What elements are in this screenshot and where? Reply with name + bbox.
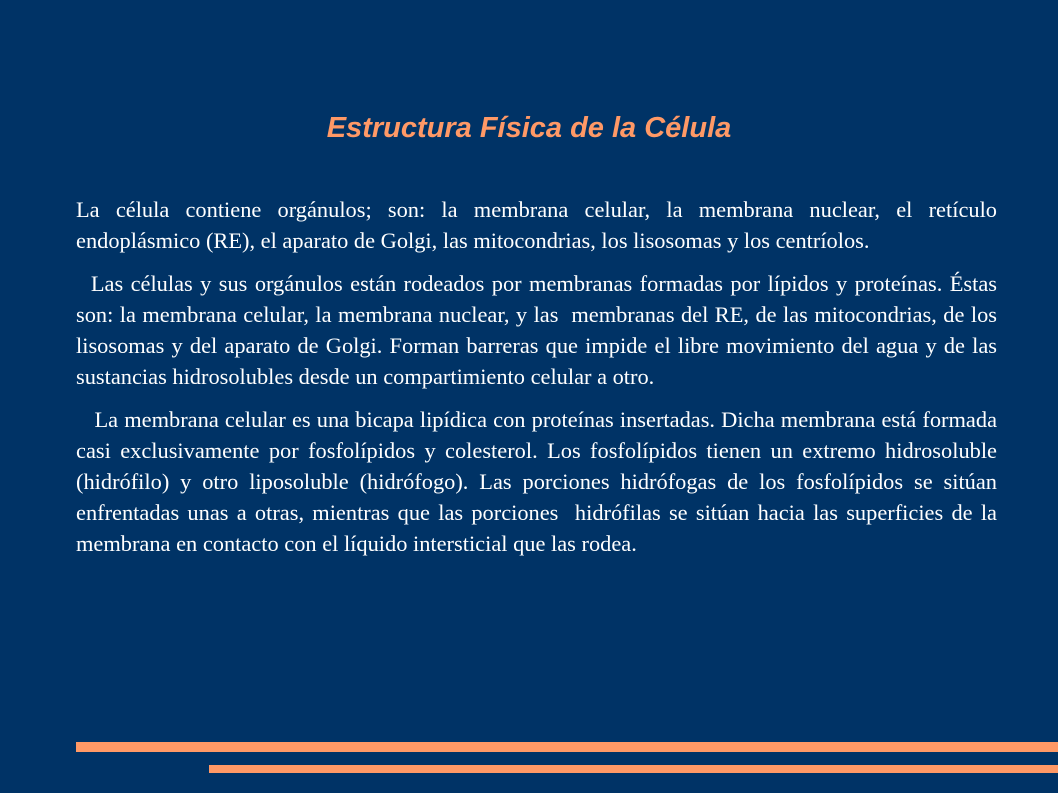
paragraph-cell-membrane: La membrana celular es una bicapa lipídica con proteínas insertadas. Dicha membrana está formada casi exclusivamente por fosfolípidos y colesterol. Los fosfolípidos tienen un extremo hidrosoluble (hidrófilo) y otro liposoluble (hidrófogo). Las porciones hidrófogas de los fosfolípidos se sitúan enfrentadas unas a otras, mientras que las porciones hidrófilas se sitúan hacia las superficies de la membrana en contacto con el líquido intersticial que las rodea. (76, 407, 1003, 556)
paragraph-organelles: La célula contiene orgánulos; son: la membrana celular, la membrana nuclear, el retículo endoplásmico (RE), el aparato de Golgi, las mitocondrias, los lisosomas y los centríolos. (76, 197, 1003, 253)
decorative-bar-bottom (209, 765, 1058, 773)
decorative-bar-top (76, 742, 1058, 752)
slide-title: Estructura Física de la Célula (326, 112, 732, 144)
paragraph-membranes: Las células y sus orgánulos están rodeados por membranas formadas por lípidos y proteínas. Éstas son: la membrana celular, la membrana nuclear, y las membranas del RE, de las mitocondrias, de los lisosomas y del aparato de Golgi. Forman barreras que impide el libre movimiento del agua y de las sustancias hidrosolubles desde un compartimiento celular a otro. (76, 271, 1003, 389)
slide-body (76, 194, 1003, 571)
